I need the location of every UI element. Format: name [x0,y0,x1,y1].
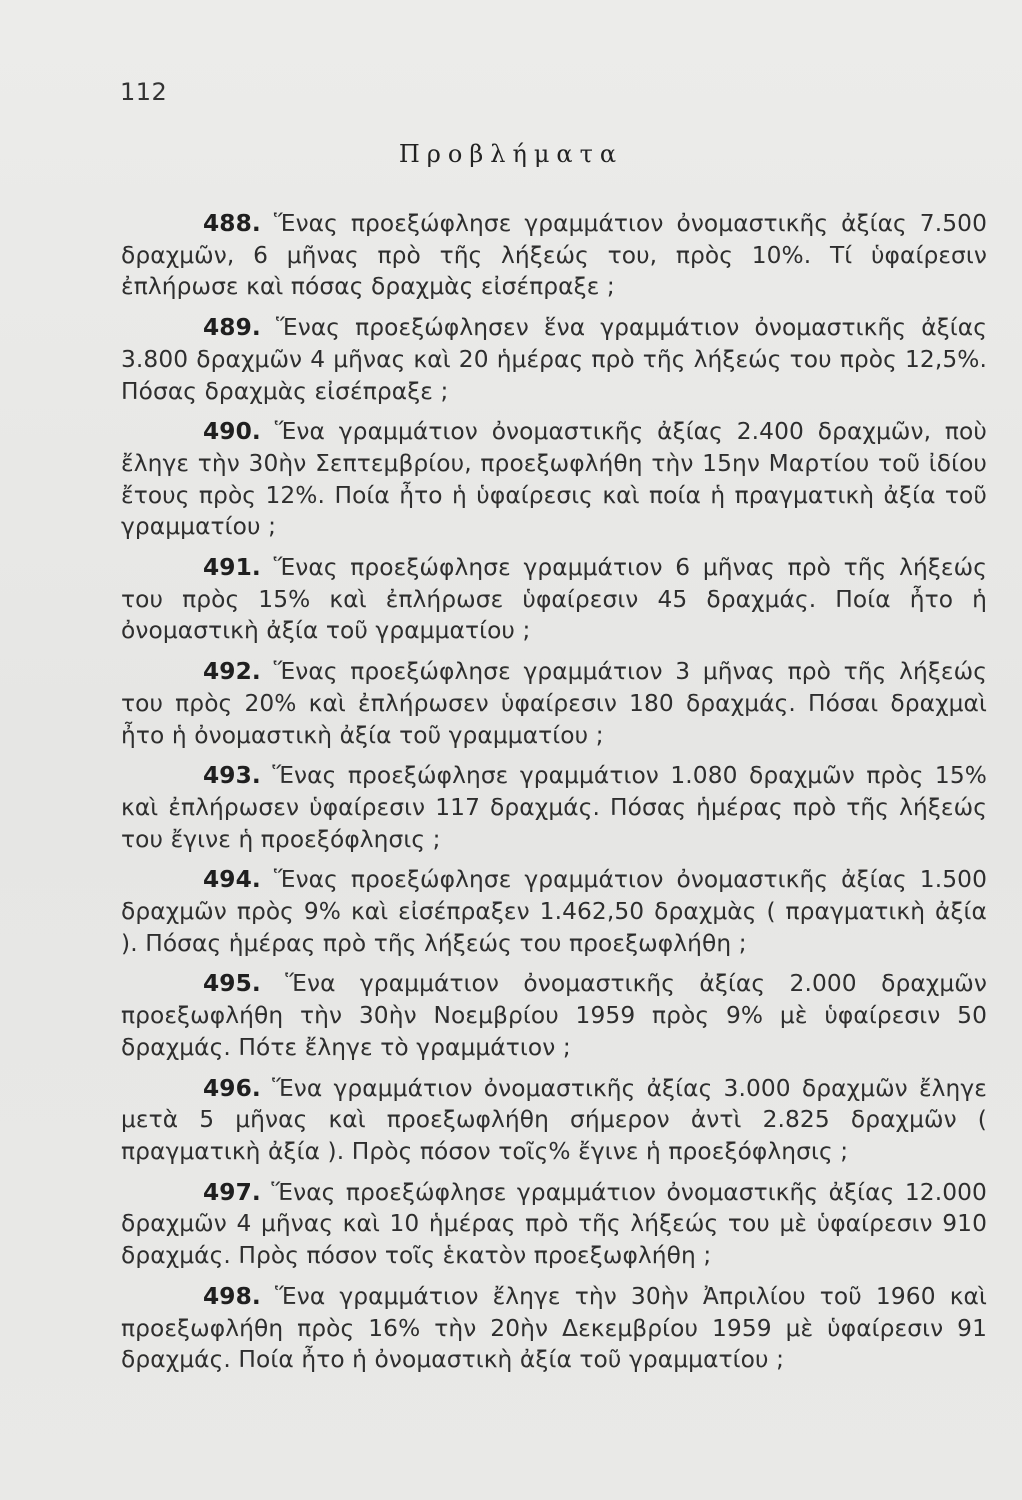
problem-490 [121,416,987,543]
problem-text: Ἕνας προεξώφλησε γραμμάτιον ὀνομαστικῆς ἀξίας 1.500 δραχμῶν πρὸς 9% καὶ εἰσέπραξεν 1.462,50 δραχμὰς ( πραγματικὴ ἀξία ). Πόσας ἡμέρας πρὸ τῆς λήξεώς του προεξωφλήθη ; [121,866,987,957]
problem-497 [121,1177,987,1272]
problem-number: 490. [203,418,261,446]
problem-text: Ἕνας προεξώφλησεν ἕνα γραμμάτιον ὀνομαστικῆς ἀξίας 3.800 δραχμῶν 4 μῆνας καὶ 20 ἡμέρας πρὸ τῆς λήξεώς του πρὸς 12,5%. Πόσας δραχμὰς εἰσέπραξε ; [121,314,987,405]
problem-text: Ἕνα γραμμάτιον ἔληγε τὴν 30ὴν Ἀπριλίου τοῦ 1960 καὶ προεξωφλήθη πρὸς 16% τὴν 20ὴν Δεκεμβρίου 1959 μὲ ὑφαίρεσιν 91 δραχμάς. Ποία ἦτο ἡ ὀνομαστικὴ ἀξία τοῦ γραμματίου ; [121,1282,987,1374]
problem-number: 492. [203,658,261,686]
problem-text: Ἕνα γραμμάτιον ὀνομαστικῆς ἀξίας 2.000 δραχμῶν προεξωφλήθη τὴν 30ὴν Νοεμβρίου 1959 πρὸς 9% μὲ ὑφαίρεσιν 50 δραχμάς. Πότε ἔληγε τὸ γραμμάτιον ; [121,970,987,1061]
problem-number: 497. [203,1178,261,1206]
problem-489 [121,312,987,407]
problem-text: Ἕνας προεξώφλησε γραμμάτιον 6 μῆνας πρὸ τῆς λήξεώς του πρὸς 15% καὶ ἐπλήρωσε ὑφαίρεσιν 45 δραχμάς. Ποία ἦτο ἡ ὀνομαστικὴ ἀξία τοῦ γραμματίου ; [121,554,987,645]
page-number: 112 [120,78,168,106]
problem-text: Ἕνας προεξώφλησε γραμμάτιον ὀνομαστικῆς ἀξίας 12.000 δραχμῶν 4 μῆνας καὶ 10 ἡμέρας πρὸ τῆς λήξεώς του μὲ ὑφαίρεσιν 910 δραχμάς. Πρὸς πόσον τοῖς ἑκατὸν προεξωφλήθη ; [121,1178,987,1270]
problem-number: 488. [203,210,261,237]
problem-491 [121,552,987,647]
chapter-title: Προβλήματα [398,140,624,168]
problem-492 [121,656,987,751]
problem-number: 489. [203,314,261,342]
problem-text: Ἕνα γραμμάτιον ὀνομαστικῆς ἀξίας 2.400 δραχμῶν, ποὺ ἔληγε τὴν 30ὴν Σεπτεμβρίου, προεξωφλήθη τὴν 15ην Μαρτίου τοῦ ἰδίου ἔτους πρὸς 12%. Ποία ἦτο ἡ ὑφαίρεσις καὶ ποία ἡ πραγματικὴ ἀξία τοῦ γραμματίου ; [121,418,987,541]
problem-text: Ἕνα γραμμάτιον ὀνομαστικῆς ἀξίας 3.000 δραχμῶν ἔληγε μετὰ 5 μῆνας καὶ προεξωφλήθη σήμερον ἀντὶ 2.825 δραχμῶν ( πραγματικὴ ἀξία ). Πρὸς πόσον τοῖς% ἔγινε ἡ προεξόφλησις ; [121,1074,987,1165]
problem-number: 496. [203,1074,261,1102]
problem-number: 494. [203,866,261,894]
problem-number: 498. [203,1282,261,1310]
problem-498 [121,1281,987,1376]
problem-494 [121,864,987,959]
problem-number: 495. [203,970,261,998]
problem-number: 491. [203,554,261,582]
problem-list [121,208,987,1385]
problem-text: Ἕνας προεξώφλησε γραμμάτιον 3 μῆνας πρὸ τῆς λήξεώς του πρὸς 20% καὶ ἐπλήρωσεν ὑφαίρεσιν 180 δραχμάς. Πόσαι δραχμαὶ ἦτο ἡ ὀνομαστικὴ ἀξία τοῦ γραμματίου ; [121,658,987,749]
problem-493 [121,760,987,855]
problem-text: Ἕνας προεξώφλησε γραμμάτιον 1.080 δραχμῶν πρὸς 15% καὶ ἐπλήρωσεν ὑφαίρεσιν 117 δραχμάς. Πόσας ἡμέρας πρὸ τῆς λήξεώς του ἔγινε ἡ προεξόφλησις ; [121,762,987,853]
problem-495 [121,968,987,1063]
problem-496 [121,1073,987,1168]
problem-488 [121,208,987,303]
problem-number: 493. [203,762,261,790]
problem-text: Ἕνας προεξώφλησε γραμμάτιον ὀνομαστικῆς ἀξίας 7.500 δραχμῶν, 6 μῆνας πρὸ τῆς λήξεώς του, πρὸς 10%. Τί ὑφαίρεσιν ἐπλήρωσε καὶ πόσας δραχμὰς εἰσέπραξε ; [121,210,987,301]
